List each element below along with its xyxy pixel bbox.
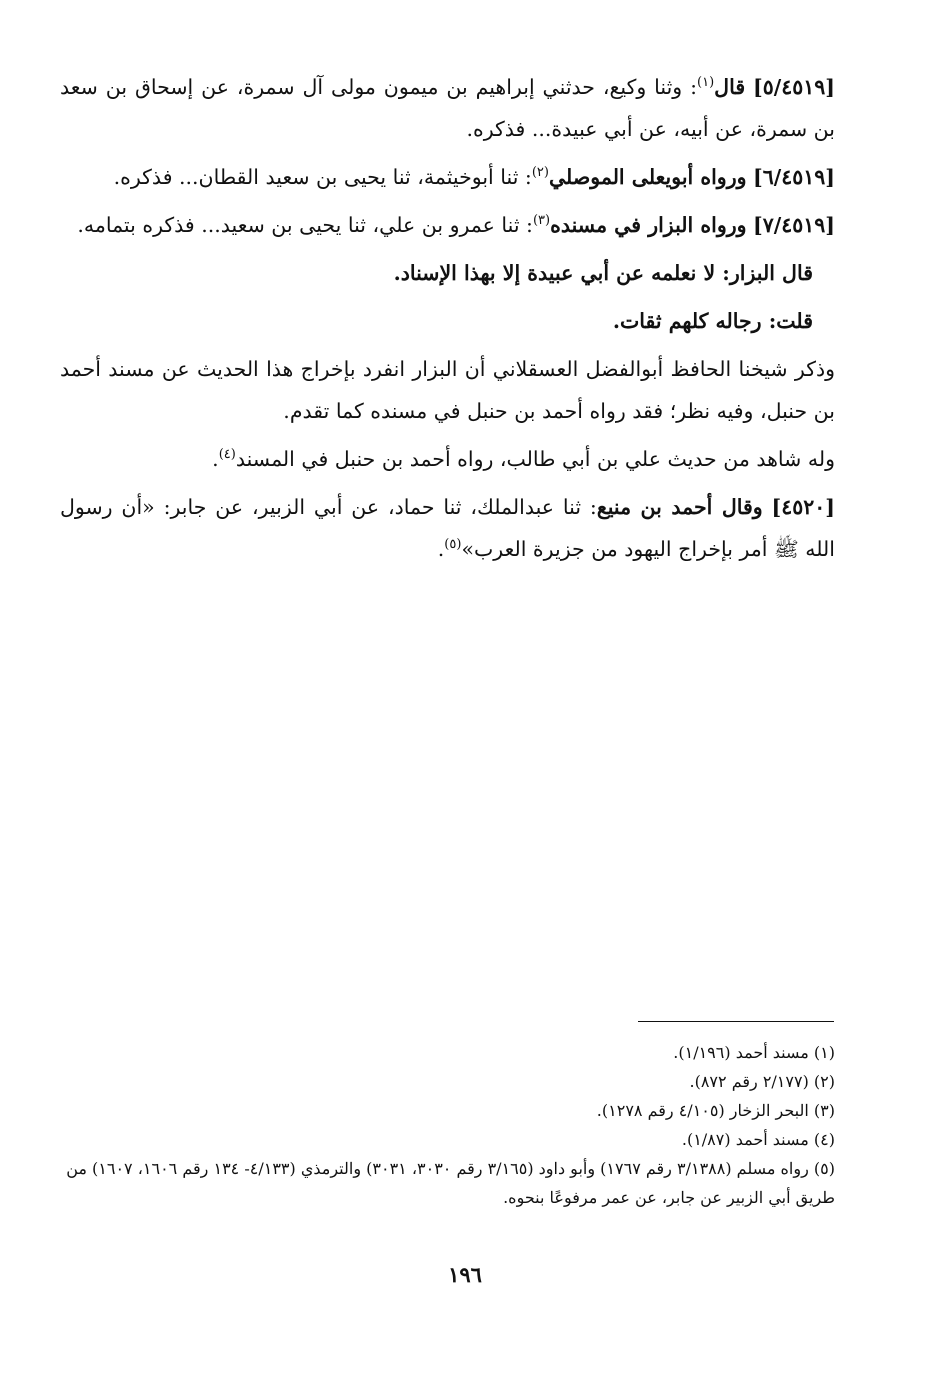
- hadith-ref: [٧/٤٥١٩]: [753, 213, 835, 237]
- hadith-text: : ثنا عبدالملك، ثنا حماد، عن أبي الزبير، عن جابر: «أن رسول الله ﷺ أمر بإخراج اليهود من جزيرة العرب»: [60, 495, 835, 561]
- hadith-ref: [٦/٤٥١٩]: [753, 165, 835, 189]
- shahid-remark: [60, 438, 835, 480]
- shahid-text: وله شاهد من حديث علي بن أبي طالب، رواه أحمد بن حنبل في المسند: [235, 447, 835, 471]
- hadith-ref: [٥/٤٥١٩]: [753, 75, 835, 99]
- shaykh-remark: وذكر شيخنا الحافظ أبوالفضل العسقلاني أن البزار انفرد بإخراج هذا الحديث عن مسند أحمد بن حنبل، وفيه نظر؛ فقد رواه أحمد بن حنبل في مسنده كما تقدم.: [60, 357, 835, 423]
- shahid-tail: .: [212, 447, 219, 471]
- hadith-text: : وثنا وكيع، حدثني إبراهيم بن ميمون مولى آل سمرة، عن إسحاق بن سعد بن سمرة، عن أبيه، عن أبي عبيدة... فذكره.: [60, 75, 835, 141]
- page-number: ١٩٦: [448, 1262, 482, 1287]
- author-comment: قلت: رجاله كلهم ثقات.: [612, 309, 813, 333]
- hadith-text: : ثنا عمرو بن علي، ثنا يحيى بن سعيد... فذكره بتمامه.: [77, 213, 533, 237]
- hadith-lead: ورواه البزار في مسنده: [550, 213, 747, 237]
- hadith-lead: وقال أحمد بن منيع: [596, 495, 763, 519]
- hadith-text: : ثنا أبوخيثمة، ثنا يحيى بن سعيد القطان... فذكره.: [113, 165, 532, 189]
- hadith-4519-5: [60, 66, 835, 150]
- footnote-marker[interactable]: (١): [697, 75, 715, 91]
- hadith-4519-7: [60, 204, 835, 246]
- bazzar-comment: قال البزار: لا نعلمه عن أبي عبيدة إلا بهذا الإسناد.: [393, 261, 813, 285]
- footnote-3: (٣) البحر الزخار (٤/١٠٥ رقم ١٢٧٨).: [596, 1101, 835, 1120]
- footnote-separator: [638, 1021, 834, 1022]
- footnote-4: (٤) مسند أحمد (١/٨٧).: [681, 1130, 835, 1149]
- footnote-marker[interactable]: (٣): [532, 213, 551, 229]
- footnote-marker[interactable]: (٢): [531, 165, 549, 181]
- hadith-ref: [٤٥٢٠]: [771, 495, 835, 519]
- hadith-lead: ورواه أبويعلى الموصلي: [548, 165, 747, 189]
- footnote-marker[interactable]: (٤): [218, 447, 236, 463]
- footnote-5: (٥) رواه مسلم (٣/١٣٨٨ رقم ١٧٦٧) وأبو داود (٣/١٦٥ رقم ٣٠٣٠، ٣٠٣١) والترمذي (٤/١٣٣- ١٣٤ رقم ١٦٠٦، ١٦٠٧) من طريق أبي الزبير عن جابر، عن عمر مرفوعًا بنحوه.: [66, 1159, 835, 1207]
- hadith-lead: قال: [714, 75, 746, 99]
- hadith-4519-6: [60, 156, 835, 198]
- footnote-1: (١) مسند أحمد (١/١٩٦).: [673, 1043, 835, 1062]
- hadith-4520: [60, 486, 835, 570]
- footnotes: [60, 1038, 835, 1212]
- hadith-tail: .: [437, 537, 445, 561]
- footnote-marker[interactable]: (٥): [444, 537, 462, 553]
- footnote-2: (٢) (٢/١٧٧ رقم ٨٧٢).: [689, 1072, 835, 1091]
- main-text: [60, 66, 835, 576]
